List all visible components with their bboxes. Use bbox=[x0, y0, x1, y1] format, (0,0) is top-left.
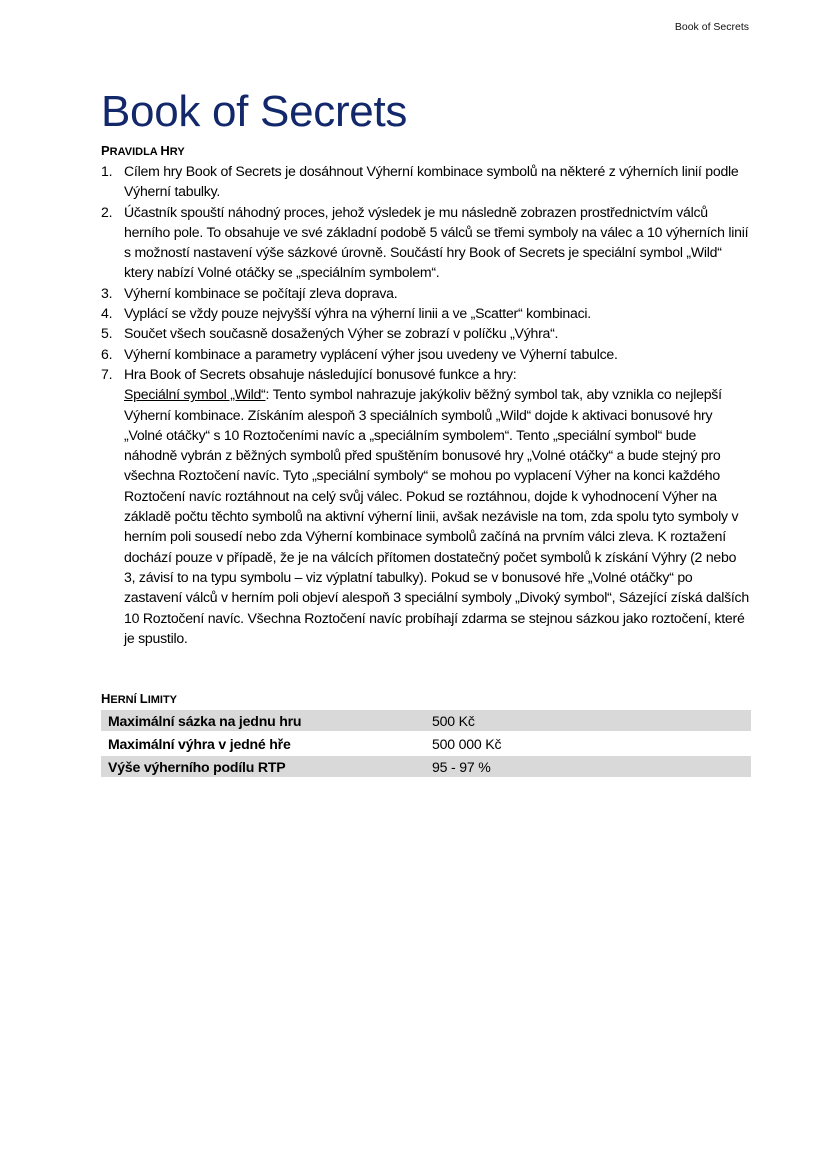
limit-value: 500 Kč bbox=[425, 710, 751, 731]
table-row bbox=[101, 710, 751, 731]
game-limits-table bbox=[101, 708, 751, 779]
limits-heading: HERNÍ LIMITY bbox=[101, 691, 178, 707]
table-row bbox=[101, 733, 751, 754]
document-title: Book of Secrets bbox=[101, 87, 408, 136]
rule-item: 7. Hra Book of Secrets obsahuje následující bonusové funkce a hry: Speciální symbol „Wild“: Tento symbol nahrazuje jakýkoliv běžný symbol tak, aby vznikla co nejlepší Výherní kombinace. Získáním alespoň 3 speciálních symbolů „Wild“ dojde k aktivaci bonusové hry „Volné otáčky“ s 10 Roztočeními navíc a „speciálním symbolem“. Tento „speciální symbol“ bude náhodně vybrán z běžných symbolů před spuštěním bonusové hry „Volné otáčky“ a bude stejný pro všechna Roztočení navíc. Tyto „speciální symboly“ se mohou po vyplacení Výher na konci každého Roztočení navíc roztáhnout na celý svůj válec. Pokud se roztáhnou, dojde k vyhodnocení Výher na základě počtu těchto symbolů na aktivní výherní linii, avšak nezávisle na tom, zda spolu tyto symboly v herním poli sousedí nebo zda Výherní kombinace symbolů začíná na prvním válci zleva. K roztažení dochází pouze v případě, že je na válcích přítomen dostatečný počet symbolů k získání Výhry (2 nebo 3, závisí to na typu symbolu – viz výplatní tabulky). Pokud se v bonusové hře „Volné otáčky“ po zastavení válců v herním poli objeví alespoň 3 speciální symboly „Divoký symbol“, Sázející získá dalších 10 Roztočení navíc. Všechna Roztočení navíc probíhají zdarma se stejnou sázkou jako roztočení, které je spustilo. bbox=[101, 365, 749, 646]
rule-item: 3. Výherní kombinace se počítají zleva doprava. bbox=[101, 284, 398, 301]
rule-item: 2. Účastník spouští náhodný proces, jehož výsledek je mu následně zobrazen prostřednictvím válců herního pole. To obsahuje ve své základní podobě 5 válců se třemi symboly na válec a 10 výherních linií s možností nastavení výše sázkové úrovně. Součástí hry Book of Secrets je speciální symbol „Wild“ ktery nabízí Volné otáčky se „speciálním symbolem“. bbox=[101, 203, 749, 281]
limit-label: Výše výherního podílu RTP bbox=[101, 756, 425, 777]
rule-item: 4. Vyplácí se vždy pouze nejvyšší výhra na výherní linii a ve „Scatter“ kombinaci. bbox=[101, 305, 591, 322]
rule-item: 1. Cílem hry Book of Secrets je dosáhnout Výherní kombinace symbolů na některé z výherních linií podle Výherní tabulky. bbox=[101, 163, 739, 200]
table-row bbox=[101, 756, 751, 777]
wild-symbol-description: : Tento symbol nahrazuje jakýkoliv běžný symbol tak, aby vznikla co nejlepší Výherní kombinace. Získáním alespoň 3 speciálních symbolů „Wild“ dojde k aktivaci bonusové hry „Volné otáčky“ s 10 Roztočeními navíc a „speciálním symbolem“. Tento „speciální symbol“ bude náhodně vybrán z běžných symbolů před spuštěním bonusové hry „Volné otáčky“ a bude stejný pro všechna Roztočení navíc. Tyto „speciální symboly“ se mohou po vyplacení Výher na konci každého Roztočení navíc roztáhnout na celý svůj válec. Pokud se roztáhnou, dojde k vyhodnocení Výher na základě počtu těchto symbolů na aktivní výherní linii, avšak nezávisle na tom, zda spolu tyto symboly v herním poli sousedí nebo zda Výherní kombinace symbolů začíná na prvním válci zleva. K roztažení dochází pouze v případě, že je na válcích přítomen dostatečný počet symbolů k získání Výhry (2 nebo 3, závisí to na typu symbolu – viz výplatní tabulky). Pokud se v bonusové hře „Volné otáčky“ po zastavení válců v herním poli objeví alespoň 3 speciální symboly „Divoký symbol“, Sázející získá dalších 10 Roztočení navíc. Všechna Roztočení navíc probíhají zdarma se stejnou sázkou jako roztočení, které je spustilo. bbox=[124, 386, 749, 646]
limit-value: 500 000 Kč bbox=[425, 733, 751, 754]
rule-item: 6. Výherní kombinace a parametry vyplácení výher jsou uvedeny ve Výherní tabulce. bbox=[101, 345, 618, 362]
limit-label: Maximální výhra v jedné hře bbox=[101, 733, 425, 754]
wild-symbol-label: Speciální symbol „Wild“ bbox=[124, 386, 266, 403]
document-body bbox=[101, 86, 751, 779]
page-running-header: Book of Secrets bbox=[674, 21, 749, 33]
rule-item: 5. Součet všech současně dosažených Výher se zobrazí v políčku „Výhra“. bbox=[101, 325, 559, 342]
rules-list bbox=[101, 161, 751, 648]
rules-heading: PRAVIDLA HRY bbox=[101, 143, 185, 158]
limit-label: Maximální sázka na jednu hru bbox=[101, 710, 425, 731]
limit-value: 95 - 97 % bbox=[425, 756, 751, 777]
